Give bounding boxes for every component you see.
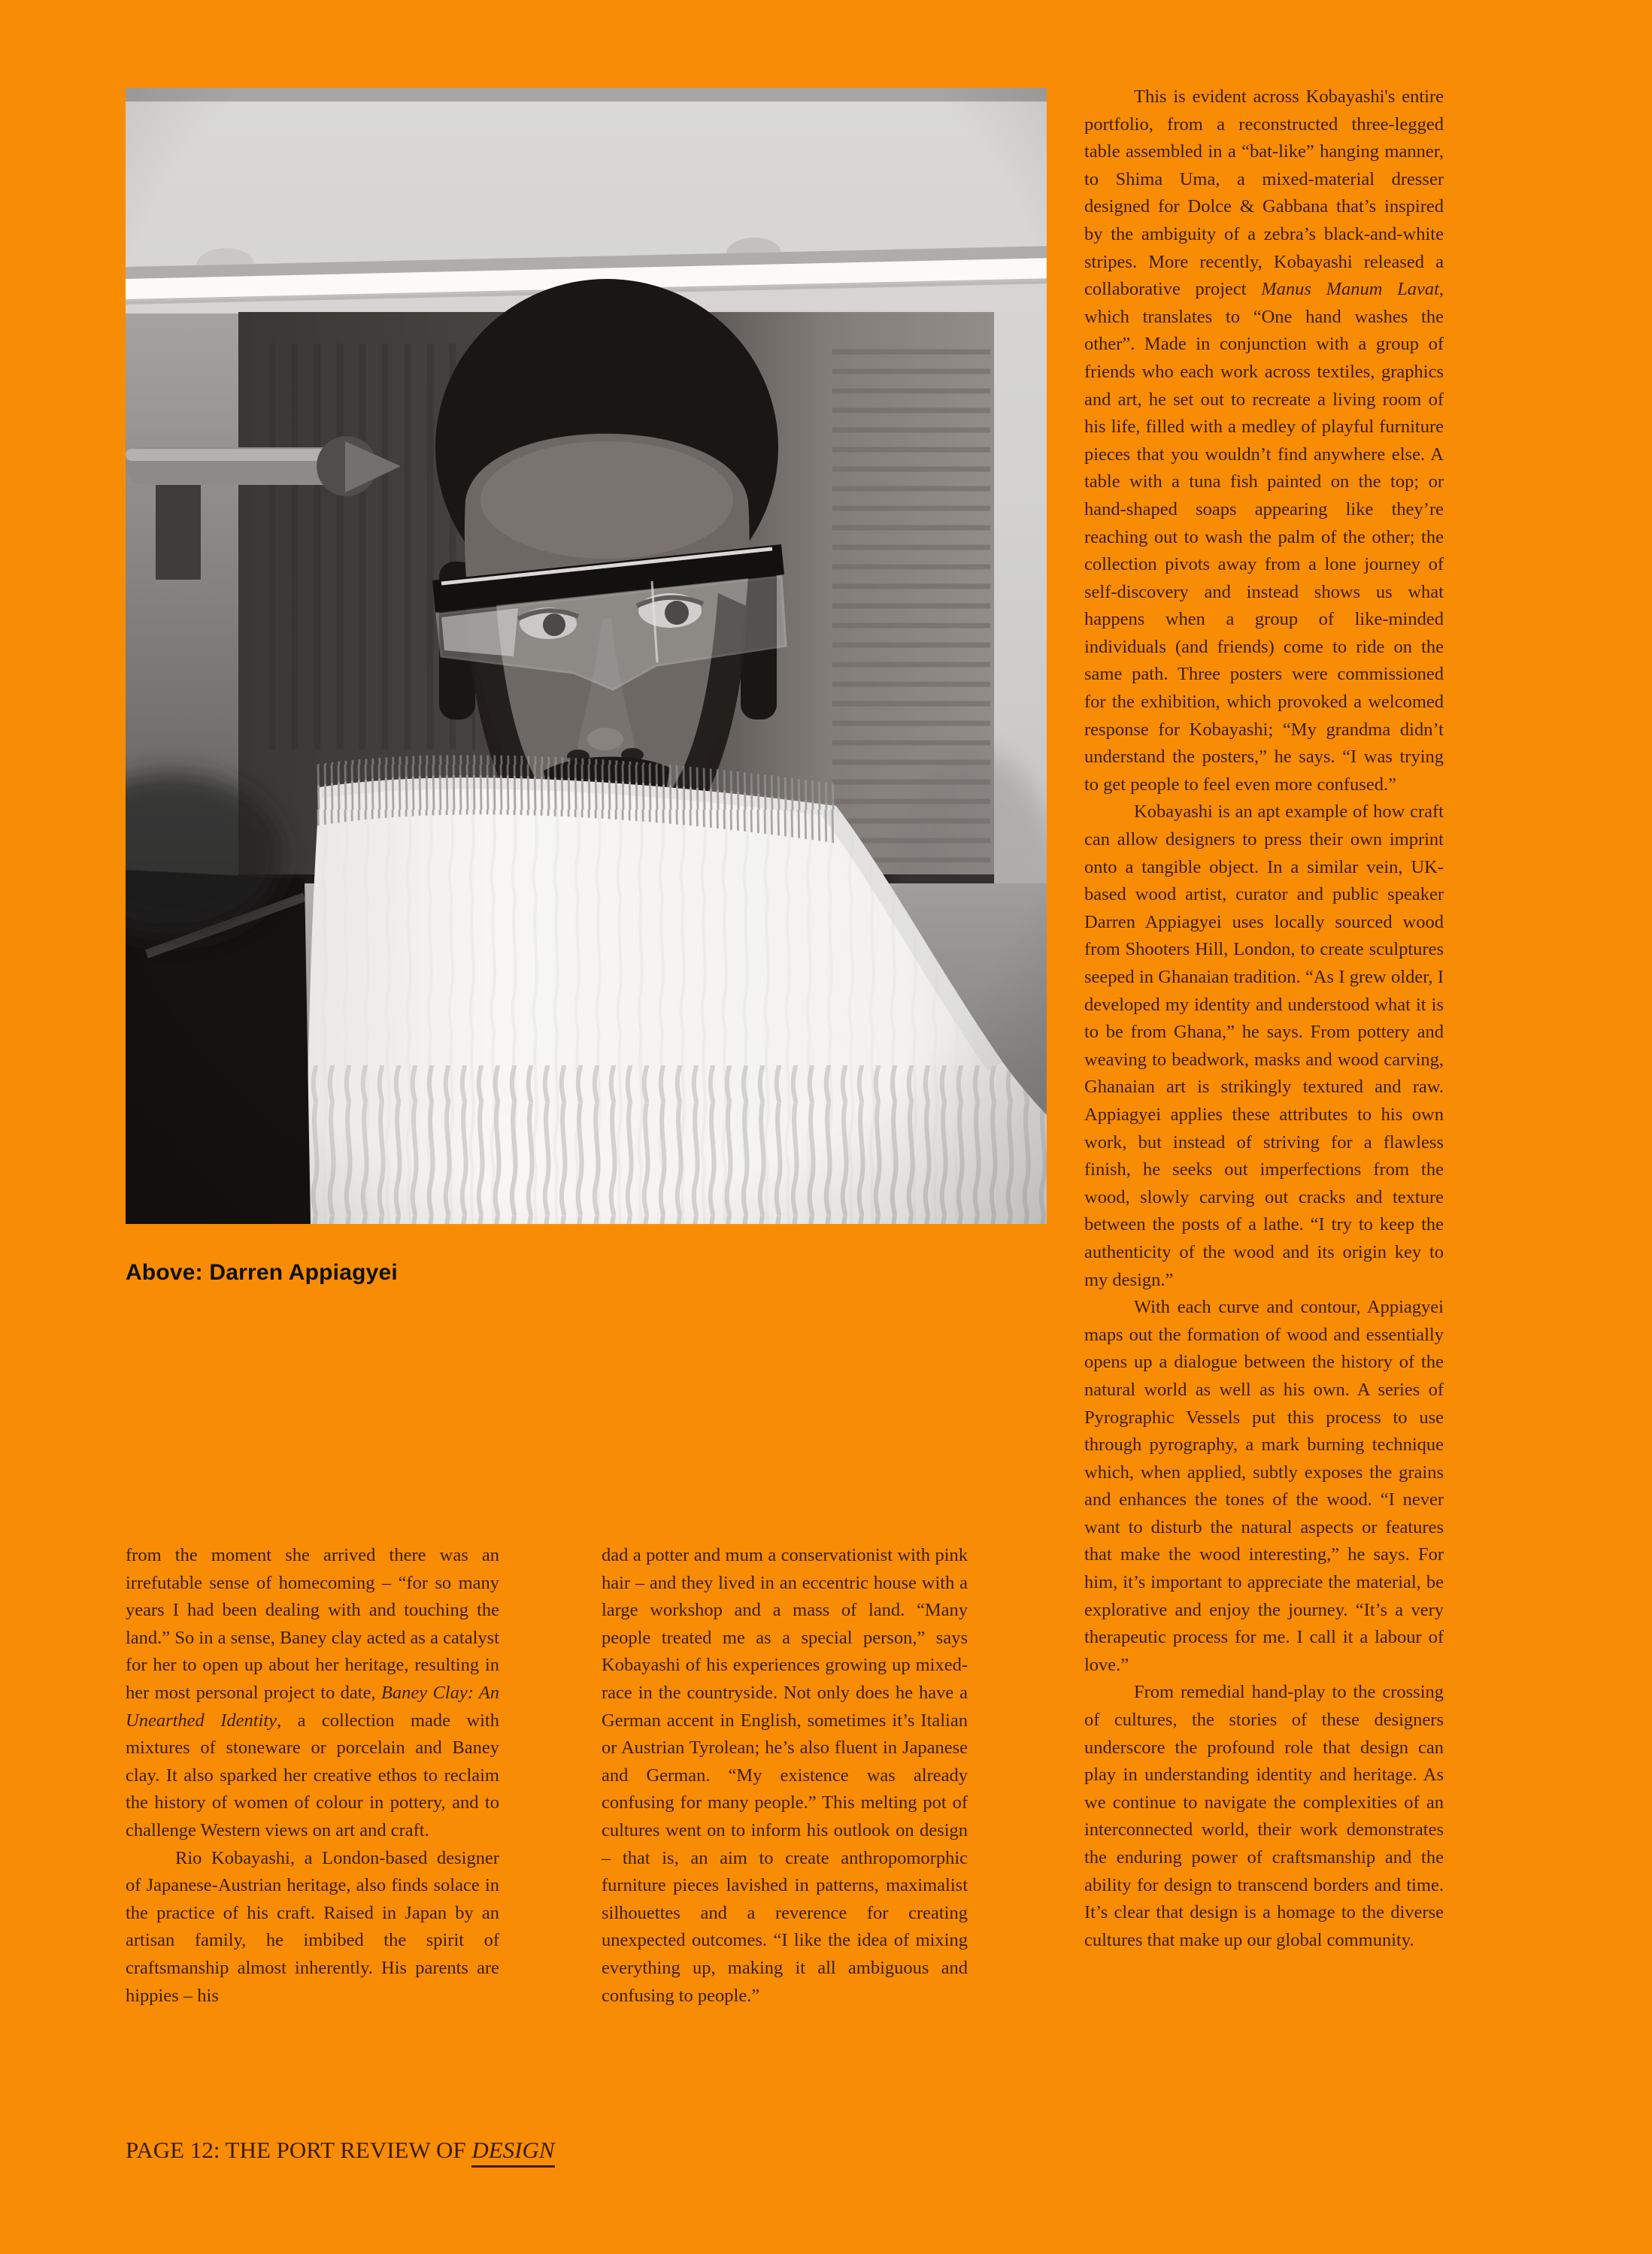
- text-segment: , a collection made with mixtures of stoneware or porcelain and Baney clay. It also sparked her creative ethos to reclaim the history of women of colour in pottery, and to challenge Western views on art and craft.: [126, 1710, 499, 1840]
- text-segment: , which translates to “One hand washes the other”. Made in conjunction with a group of friends who each work across textiles, graphics and art, he set out to recreate a living room of his life, filled with a medley of playful furniture pieces that you wouldn’t find anywhere else. A table with a tuna fish painted on the top; or hand-shaped soaps appearing like they’re reaching out to wash the palm of the other; the collection pivots away from a lone journey of self-discovery and instead shows us what happens when a group of like-minded individuals (and friends) come to ride on the same path. Three posters were commissioned for the exhibition, which provoked a welcomed response for Kobayashi; “My grandma didn’t understand the posters,” he says. “I was trying to get people to feel even more confused.”: [1084, 279, 1444, 795]
- photo-caption: Above: Darren Appiagyei: [126, 1260, 398, 1285]
- article-column-left: [126, 1542, 499, 2010]
- vignette: [126, 88, 1047, 1224]
- article-paragraph: [1084, 798, 1444, 1294]
- article-column-right: [1084, 83, 1444, 1954]
- article-column-middle: [602, 1542, 968, 2010]
- article-paragraph: [126, 1845, 499, 2010]
- text-segment: Baney Clay: An Unearthed Identity: [126, 1682, 499, 1731]
- text-segment: Manus Manum Lavat: [1261, 279, 1439, 300]
- text-segment: Rio Kobayashi, a London-based designer of Japanese-Austrian heritage, also finds solace in the practice of his craft. Raised in Japan by an artisan family, he imbibed the spirit of craftsmanship almost inherently. His parents are hippies – his: [126, 1847, 499, 2006]
- text-segment: DESIGN: [471, 2137, 554, 2168]
- text-segment: from the moment she arrived there was an irrefutable sense of homecoming – “for so many years I had been dealing with and touching the land.” So in a sense, Baney clay acted as a catalyst for her to open up about her heritage, resulting in her most personal project to date,: [126, 1545, 499, 1703]
- portrait-photo: [126, 88, 1047, 1224]
- article-paragraph: [1084, 1294, 1444, 1679]
- text-segment: With each curve and contour, Appiagyei maps out the formation of wood and essentially opens up a dialogue between the history of the natural world as well as his own. A series of Pyrographic Vessels put this process to use through pyrography, a mark burning technique which, when applied, subtly exposes the grains and enhances the tones of the wood. “I never want to disturb the natural aspects or features that make the wood interesting,” he says. For him, it’s important to appreciate the material, be explorative and enjoy the journey. “It’s a very therapeutic process for me. I call it a labour of love.”: [1084, 1297, 1444, 1675]
- article-paragraph: [1084, 1679, 1444, 1954]
- text-segment: Kobayashi is an apt example of how craft can allow designers to press their own imprint onto a tangible object. In a similar vein, UK-based wood artist, curator and public speaker Darren Appiagyei uses locally sourced wood from Shooters Hill, London, to create sculptures seeped in Ghanaian tradition. “As I grew older, I developed my identity and understood what it is to be from Ghana,” he says. From pottery and weaving to beadwork, masks and wood carving, Ghanaian art is strikingly textured and raw. Appiagyei applies these attributes to his own work, but instead of striving for a flawless finish, he seeks out imperfections from the wood, slowly carving out cracks and texture between the posts of a lathe. “I try to keep the authenticity of the wood and its origin key to my design.”: [1084, 801, 1444, 1290]
- text-segment: This is evident across Kobayashi's entire portfolio, from a reconstructed three-legged table assembled in a “bat-like” hanging manner, to Shima Uma, a mixed-material dresser designed for Dolce & Gabbana that’s inspired by the ambiguity of a zebra’s black-and-white stripes. More recently, Kobayashi released a collaborative project: [1084, 86, 1444, 300]
- text-segment: From remedial hand-play to the crossing of cultures, the stories of these designers underscore the profound role that design can play in understanding identity and heritage. As we continue to navigate the complexities of an interconnected world, their work demonstrates the enduring power of craftsmanship and the ability for design to transcend borders and time. It’s clear that design is a homage to the diverse cultures that make up our global community.: [1084, 1682, 1444, 1950]
- text-segment: PAGE 12: THE PORT REVIEW OF: [126, 2137, 472, 2163]
- text-segment: dad a potter and mum a conservationist with pink hair – and they lived in an eccentric house with a large workshop and a mass of land. “Many people treated me as a special person,” says Kobayashi of his experiences growing up mixed-race in the countryside. Not only does he have a German accent in English, sometimes it’s Italian or Austrian Tyrolean; he’s also fluent in Japanese and German. “My existence was already confusing for many people.” This melting pot of cultures went on to inform his outlook on design – that is, an aim to create anthropomorphic furniture pieces lavished in patterns, maximalist silhouettes and a reverence for creating unexpected outcomes. “I like the idea of mixing everything up, making it all ambiguous and confusing to people.”: [602, 1545, 968, 2006]
- page-footer: [126, 2137, 555, 2164]
- article-paragraph: [602, 1542, 968, 2010]
- article-paragraph: [126, 1542, 499, 1845]
- photo-scene: [126, 88, 1047, 1224]
- article-paragraph: [1084, 83, 1444, 798]
